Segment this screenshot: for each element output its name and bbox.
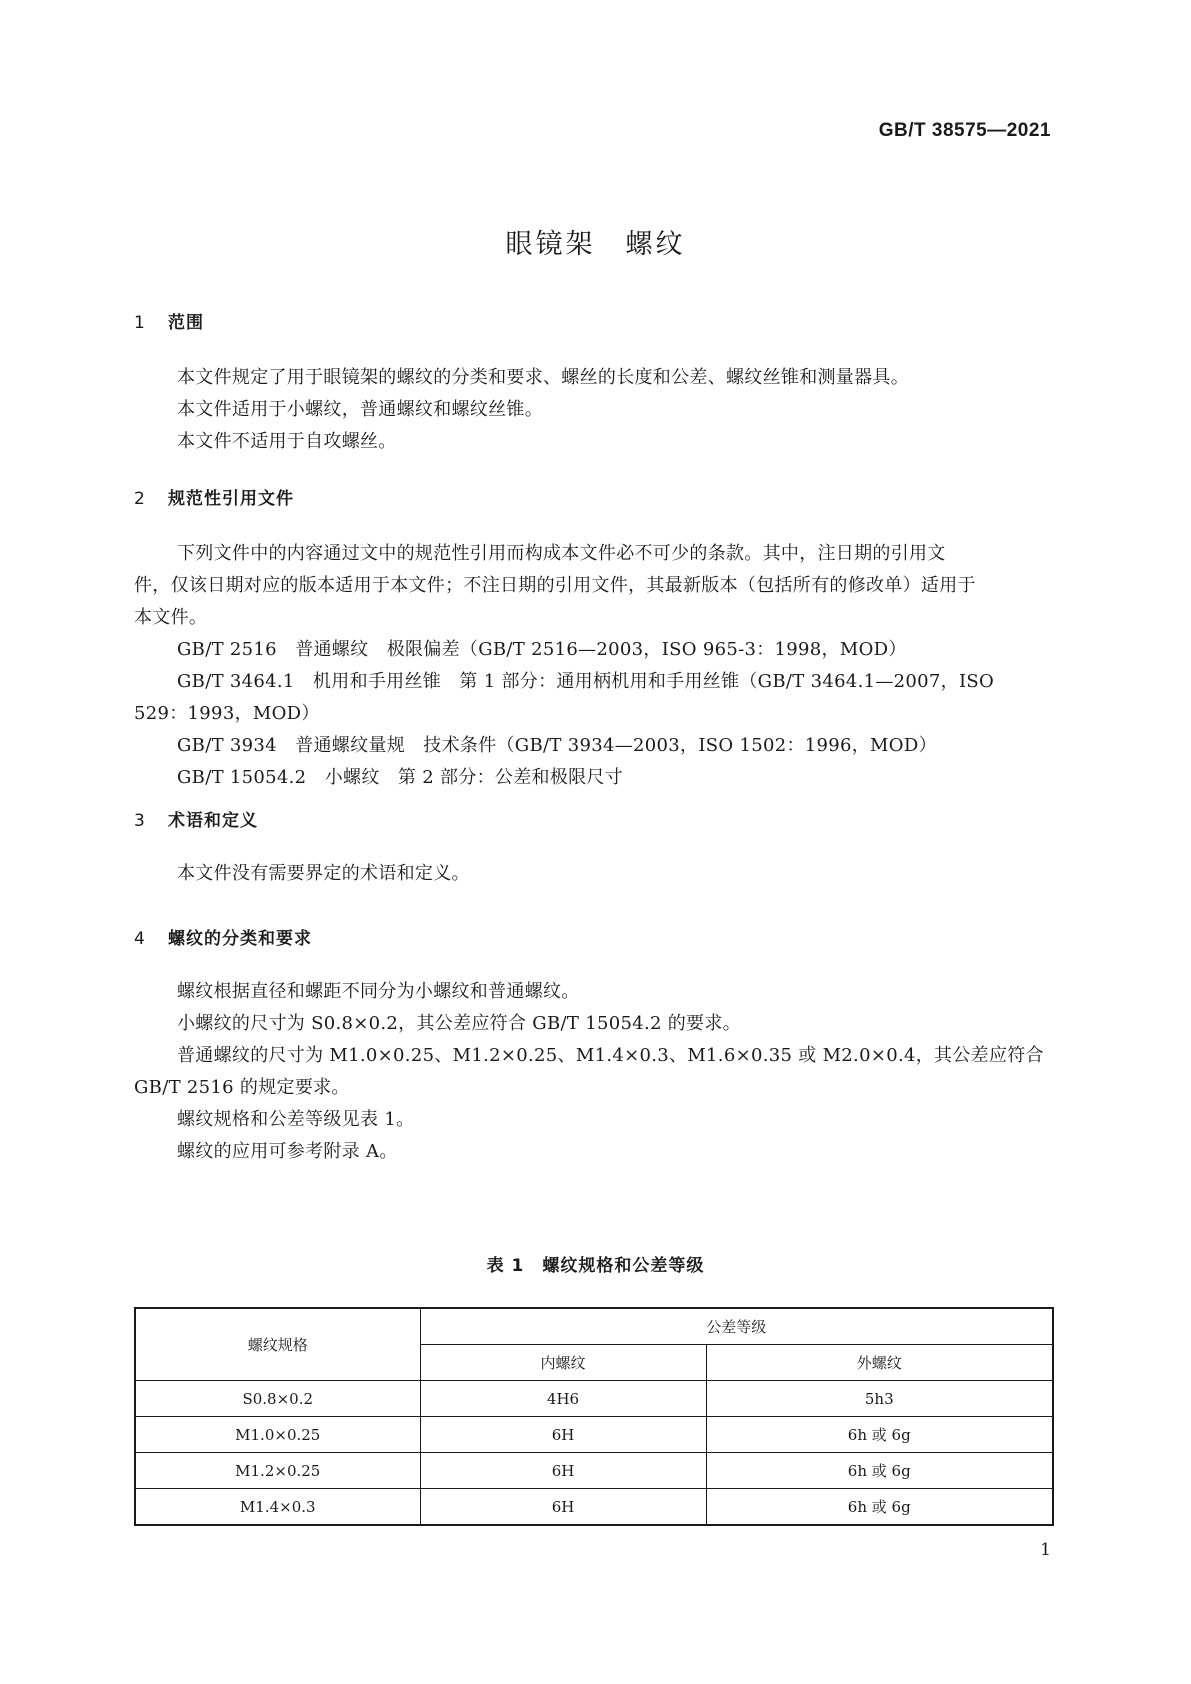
section-4-heading [134, 924, 312, 949]
table-row [135, 1489, 1053, 1526]
cell-spec: M1.4×0.3 [135, 1489, 420, 1526]
paragraph-line: 下列文件中的内容通过文中的规范性引用而构成本文件必不可少的条款。其中，注日期的引用文 [177, 543, 946, 564]
section-title: 术语和定义 [168, 811, 258, 831]
cell-internal: 6H [420, 1417, 706, 1453]
table-row [135, 1453, 1053, 1489]
header-internal: 内螺纹 [420, 1345, 706, 1381]
cell-external: 5h3 [706, 1381, 1053, 1417]
table-row [135, 1381, 1053, 1417]
paragraph-line: 本文件没有需要界定的术语和定义。 [177, 863, 470, 884]
section-3-heading [134, 806, 258, 831]
header-tolerance: 公差等级 [420, 1308, 1053, 1345]
section-title: 规范性引用文件 [168, 489, 294, 509]
reference-item-continued: 529：1993，MOD） [134, 703, 320, 724]
section-title: 范围 [168, 313, 204, 333]
paragraph-line: 小螺纹的尺寸为 S0.8×0.2，其公差应符合 GB/T 15054.2 的要求。 [177, 1013, 741, 1034]
section-2-body [134, 538, 1054, 794]
section-3-body [134, 858, 1054, 890]
header-external: 外螺纹 [706, 1345, 1053, 1381]
cell-external: 6h 或 6g [706, 1453, 1053, 1489]
cell-internal: 4H6 [420, 1381, 706, 1417]
thread-spec-table [134, 1307, 1054, 1526]
reference-item: GB/T 15054.2 小螺纹 第 2 部分：公差和极限尺寸 [177, 767, 624, 788]
paragraph-line: 本文件不适用于自攻螺丝。 [177, 431, 397, 452]
paragraph-line: 普通螺纹的尺寸为 M1.0×0.25、M1.2×0.25、M1.4×0.3、M1.6×0.35 或 M2.0×0.4，其公差应符合 [177, 1045, 1044, 1066]
standard-code: GB/T 38575—2021 [878, 120, 1051, 141]
table-header-row [135, 1308, 1053, 1345]
header-spec: 螺纹规格 [135, 1308, 420, 1381]
document-title: 眼镜架 螺纹 [505, 229, 686, 260]
cell-external: 6h 或 6g [706, 1417, 1053, 1453]
reference-item: GB/T 2516 普通螺纹 极限偏差（GB/T 2516—2003，ISO 965-3：1998，MOD） [177, 639, 907, 660]
section-1-body [134, 362, 1054, 458]
cell-spec: S0.8×0.2 [135, 1381, 420, 1417]
section-title: 螺纹的分类和要求 [168, 929, 312, 949]
section-number: 1 [134, 313, 146, 333]
paragraph-line: 件，仅该日期对应的版本适用于本文件；不注日期的引用文件，其最新版本（包括所有的修改单）适用于 [134, 575, 976, 596]
section-4-body [134, 976, 1054, 1168]
paragraph-line: 本文件规定了用于眼镜架的螺纹的分类和要求、螺丝的长度和公差、螺纹丝锥和测量器具。 [177, 367, 909, 388]
cell-spec: M1.0×0.25 [135, 1417, 420, 1453]
section-2-heading [134, 484, 294, 509]
section-number: 4 [134, 929, 146, 949]
paragraph-line: GB/T 2516 的规定要求。 [134, 1077, 350, 1098]
reference-item: GB/T 3934 普通螺纹量规 技术条件（GB/T 3934—2003，ISO 1502：1996，MOD） [177, 735, 937, 756]
cell-internal: 6H [420, 1489, 706, 1526]
table-caption: 表 1 螺纹规格和公差等级 [486, 1256, 705, 1276]
table-row [135, 1417, 1053, 1453]
cell-spec: M1.2×0.25 [135, 1453, 420, 1489]
section-1-heading [134, 308, 204, 333]
cell-external: 6h 或 6g [706, 1489, 1053, 1526]
cell-internal: 6H [420, 1453, 706, 1489]
paragraph-line: 螺纹的应用可参考附录 A。 [177, 1141, 398, 1162]
paragraph-line: 螺纹根据直径和螺距不同分为小螺纹和普通螺纹。 [177, 981, 580, 1002]
reference-item: GB/T 3464.1 机用和手用丝锥 第 1 部分：通用柄机用和手用丝锥（GB/T 3464.1—2007，ISO [177, 671, 995, 692]
section-number: 3 [134, 811, 146, 831]
section-number: 2 [134, 489, 146, 509]
page-number: 1 [1040, 1540, 1051, 1560]
paragraph-line: 本文件适用于小螺纹，普通螺纹和螺纹丝锥。 [177, 399, 543, 420]
paragraph-line: 螺纹规格和公差等级见表 1。 [177, 1109, 415, 1130]
paragraph-line: 本文件。 [134, 607, 208, 628]
